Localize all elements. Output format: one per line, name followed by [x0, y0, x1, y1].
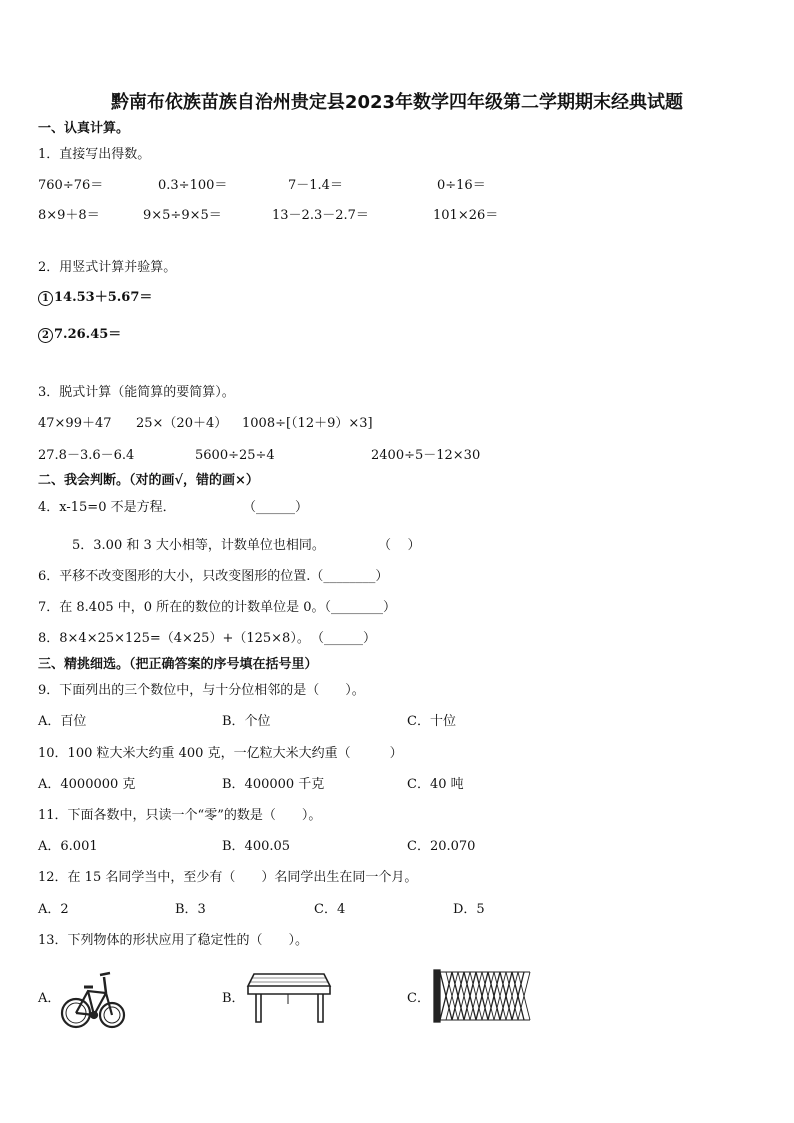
option-a[interactable]: A．6.001 [38, 839, 98, 854]
q1-item: 13－2.3－2.7＝ [272, 208, 369, 223]
question-7: 7．在 8.405 中，0 所在的数位的计数单位是 0。（________） [38, 600, 397, 615]
question-3: 3．脱式计算（能简算的要简算）。 [38, 385, 235, 400]
option-c[interactable]: C．十位 [407, 714, 456, 729]
option-c[interactable]: C． [407, 991, 430, 1006]
table-icon [246, 970, 332, 1028]
option-b[interactable]: B．3 [175, 902, 206, 917]
section-2-heading: 二、我会判断。（对的画√，错的画×） [38, 473, 259, 488]
q1-item: 0.3÷100＝ [158, 178, 228, 193]
question-4: 4．x-15=0 不是方程． [38, 500, 176, 515]
q1-item: 0÷16＝ [437, 178, 486, 193]
option-a[interactable]: A．2 [38, 902, 69, 917]
q2-item-1 [38, 290, 152, 306]
q3-item: 25×（20＋4） [136, 416, 228, 431]
answer-blank[interactable]: （______） [311, 631, 377, 646]
q3-item: 47×99＋47 [38, 416, 112, 431]
q3-item: 1008÷[（12＋9）×3] [242, 416, 373, 431]
question-1: 1．直接写出得数。 [38, 147, 151, 162]
lattice-gate-icon [432, 968, 532, 1024]
q3-item: 5600÷25÷4 [195, 448, 275, 463]
question-2: 2．用竖式计算并验算。 [38, 260, 177, 275]
option-c[interactable]: C．20.070 [407, 839, 476, 854]
section-1-heading: 一、认真计算。 [38, 121, 130, 136]
question-9: 9．下面列出的三个数位中，与十分位相邻的是（ ）。 [38, 683, 365, 698]
question-12: 12．在 15 名同学当中，至少有（ ）名同学出生在同一个月。 [38, 870, 418, 885]
question-8: 8．8×4×25×125=（4×25）+（125×8）。 [38, 631, 310, 646]
q3-item: 27.8－3.6－6.4 [38, 448, 135, 463]
option-c[interactable]: C．4 [314, 902, 346, 917]
question-11: 11．下面各数中，只读一个“零”的数是（ ）。 [38, 808, 322, 823]
option-c[interactable]: C．40 吨 [407, 777, 464, 792]
option-a[interactable]: A．4000000 克 [38, 777, 136, 792]
q1-item: 9×5÷9×5＝ [143, 208, 222, 223]
question-5: 5．3.00 和 3 大小相等，计数单位也相同。 [72, 538, 325, 553]
answer-blank[interactable]: （ ） [378, 538, 421, 553]
circled-number: 2 [38, 328, 53, 343]
question-10: 10．100 粒大米大约重 400 克，一亿粒大米大约重（ ） [38, 746, 403, 761]
q2-item-1-text: 14.53＋5.67＝ [54, 290, 153, 305]
q3-item: 2400÷5－12×30 [371, 448, 481, 463]
option-b[interactable]: B．个位 [222, 714, 271, 729]
q1-item: 101×26＝ [433, 208, 499, 223]
question-13: 13．下列物体的形状应用了稳定性的（ ）。 [38, 933, 309, 948]
q2-item-2 [38, 327, 121, 343]
bicycle-icon [60, 963, 126, 1031]
q1-item: 8×9＋8＝ [38, 208, 100, 223]
option-b[interactable]: B．400.05 [222, 839, 291, 854]
option-b[interactable]: B． [222, 991, 245, 1006]
section-3-heading: 三、精挑细选。（把正确答案的序号填在括号里） [38, 657, 318, 672]
option-a[interactable]: A． [38, 991, 61, 1006]
q1-item: 760÷76＝ [38, 178, 104, 193]
circled-number: 1 [38, 291, 53, 306]
question-6: 6．平移不改变图形的大小，只改变图形的位置.（________） [38, 569, 389, 584]
option-d[interactable]: D．5 [453, 902, 485, 917]
page-title: 黔南布依族苗族自治州贵定县2023年数学四年级第二学期期末经典试题 [110, 92, 684, 113]
q1-item: 7－1.4＝ [288, 178, 343, 193]
q2-item-2-text: 7.26.45＝ [54, 327, 122, 342]
option-b[interactable]: B．400000 千克 [222, 777, 325, 792]
option-a[interactable]: A．百位 [38, 714, 87, 729]
answer-blank[interactable]: （______） [243, 500, 309, 515]
